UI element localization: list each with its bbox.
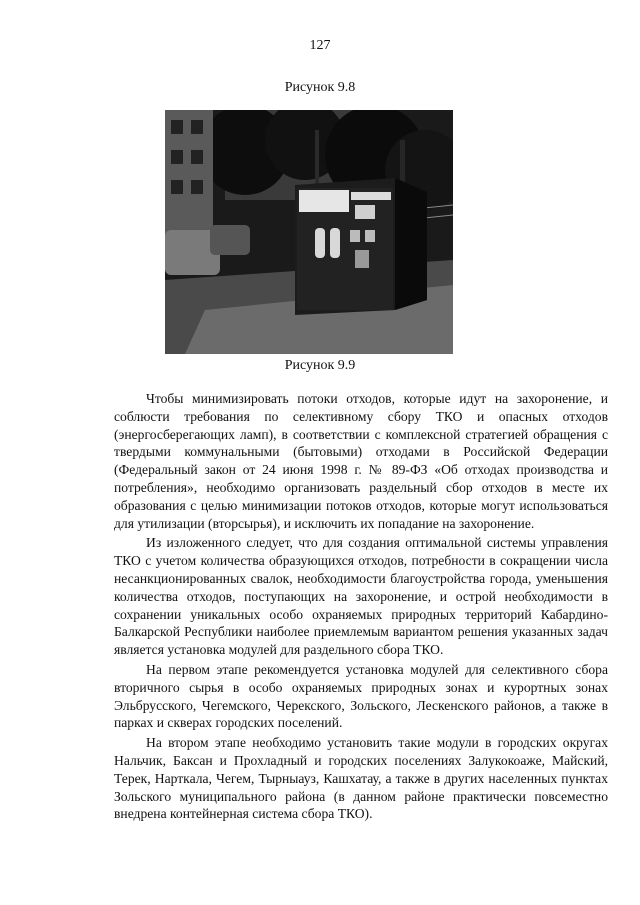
photo-illustration bbox=[165, 110, 453, 354]
figure-caption-9-9: Рисунок 9.9 bbox=[284, 358, 356, 373]
page-number: 127 bbox=[309, 38, 331, 53]
paragraph: На втором этапе необходимо установить такие модули в городских округах Нальчик, Баксан и Прохладный и городских поселениях Залукокоаже, Майский, Терек, Нарткала, Чегем, Тырныауз, Кашхатау, а также в других населенных пунктах Зольского муниципального района (в данном районе практически повсеместно внедрена контейнерная система сбора ТКО). bbox=[114, 735, 608, 822]
paragraph: Чтобы минимизировать потоки отходов, которые идут на захоронение, и соблюсти требования по селективному сбору ТКО и опасных отходов (энергосберегающих ламп), в соответствии с комплексной стратегией обращения с твердыми коммунальными (бытовыми) отходами в Российской Федерации (Федеральный закон от 24 июня 1998 г. № 89-ФЗ «Об отходах производства и потребления», необходимо организовать раздельный сбор отходов в месте их образования с целью минимизации потоков отходов, которые могут использоваться для утилизации (вторсырья), и исключить их попадание на захоронение. bbox=[114, 391, 608, 531]
paragraph: Из изложенного следует, что для создания оптимальной системы управления ТКО с учетом количества образующихся отходов, потребности в сокращении числа несанкционированных свалок, необходимости благоустройства города, уменьшения количества отходов, поступающих на захоронение, и острой необходимости в сохранении уникальных особо охраняемых природных территорий Кабардино-Балкарской Республики наиболее приемлемым вариантом решения указанных задач является установка модулей для раздельного сбора ТКО. bbox=[114, 535, 608, 658]
figure-caption-9-8: Рисунок 9.8 bbox=[284, 80, 356, 95]
paragraph: На первом этапе рекомендуется установка модулей для селективного сбора вторичного сырья в особо охраняемых природных зонах и курортных зонах Эльбрусского, Чегемского, Черекского, Зольского, Лескенского районов, а также в парках и скверах городских поселений. bbox=[114, 661, 608, 731]
photo-waste-collection-module bbox=[165, 110, 453, 354]
body-text bbox=[114, 390, 608, 825]
